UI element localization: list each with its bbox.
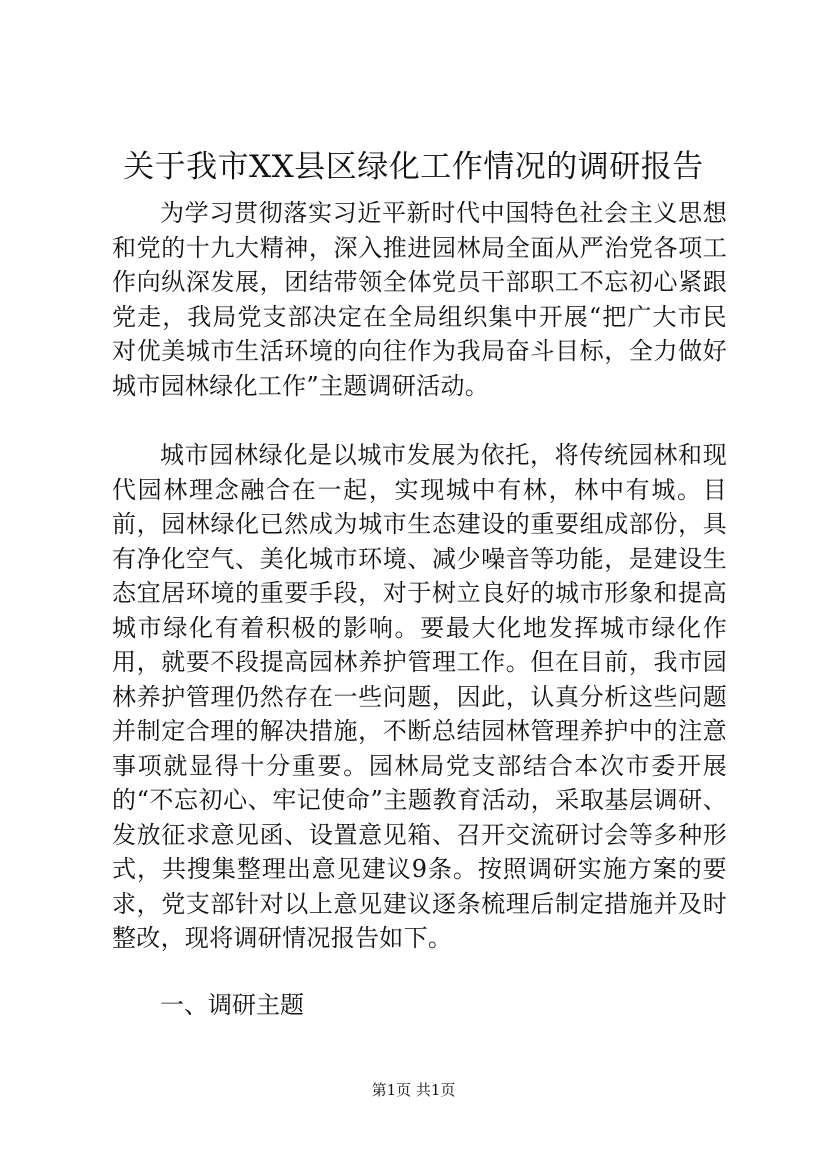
section-heading: 一、调研主题	[160, 991, 304, 1019]
body-paragraph-1: 为学习贯彻落实习近平新时代中国特色社会主义思想和党的十九大精神，深入推进园林局全面从严治党各项工作向纵深发展，团结带领全体党员干部职工不忘初心紧跟党走，我局党支部决定在全局组织集中开展“把广大市民对优美城市生活环境的向往作为我局奋斗目标，全力做好城市园林绿化工作”主题调研活动。	[112, 199, 727, 400]
document-title: 关于我市XX县区绿化工作情况的调研报告	[123, 149, 704, 185]
page-footer: 第1页 共1页	[371, 1081, 456, 1099]
body-paragraph-2: 城市园林绿化是以城市发展为依托，将传统园林和现代园林理念融合在一起，实现城中有林，林中有城。目前，园林绿化已然成为城市生态建设的重要组成部份，具有净化空气、美化城市环境、减少噪音等功能，是建设生态宜居环境的重要手段，对于树立良好的城市形象和提高城市绿化有着积极的影响。要最大化地发挥城市绿化作用，就要不段提高园林养护管理工作。但在目前，我市园林养护管理仍然存在一些问题，因此，认真分析这些问题并制定合理的解决措施，不断总结园林管理养护中的注意事项就显得十分重要。园林局党支部结合本次市委开展的“不忘初心、牢记使命”主题教育活动，采取基层调研、发放征求意见函、设置意见箱、召开交流研讨会等多种形式，共搜集整理出意见建议9条。按照调研实施方案的要求，党支部针对以上意见建议逐条梳理后制定措施并及时整改，现将调研情况报告如下。	[112, 441, 727, 952]
